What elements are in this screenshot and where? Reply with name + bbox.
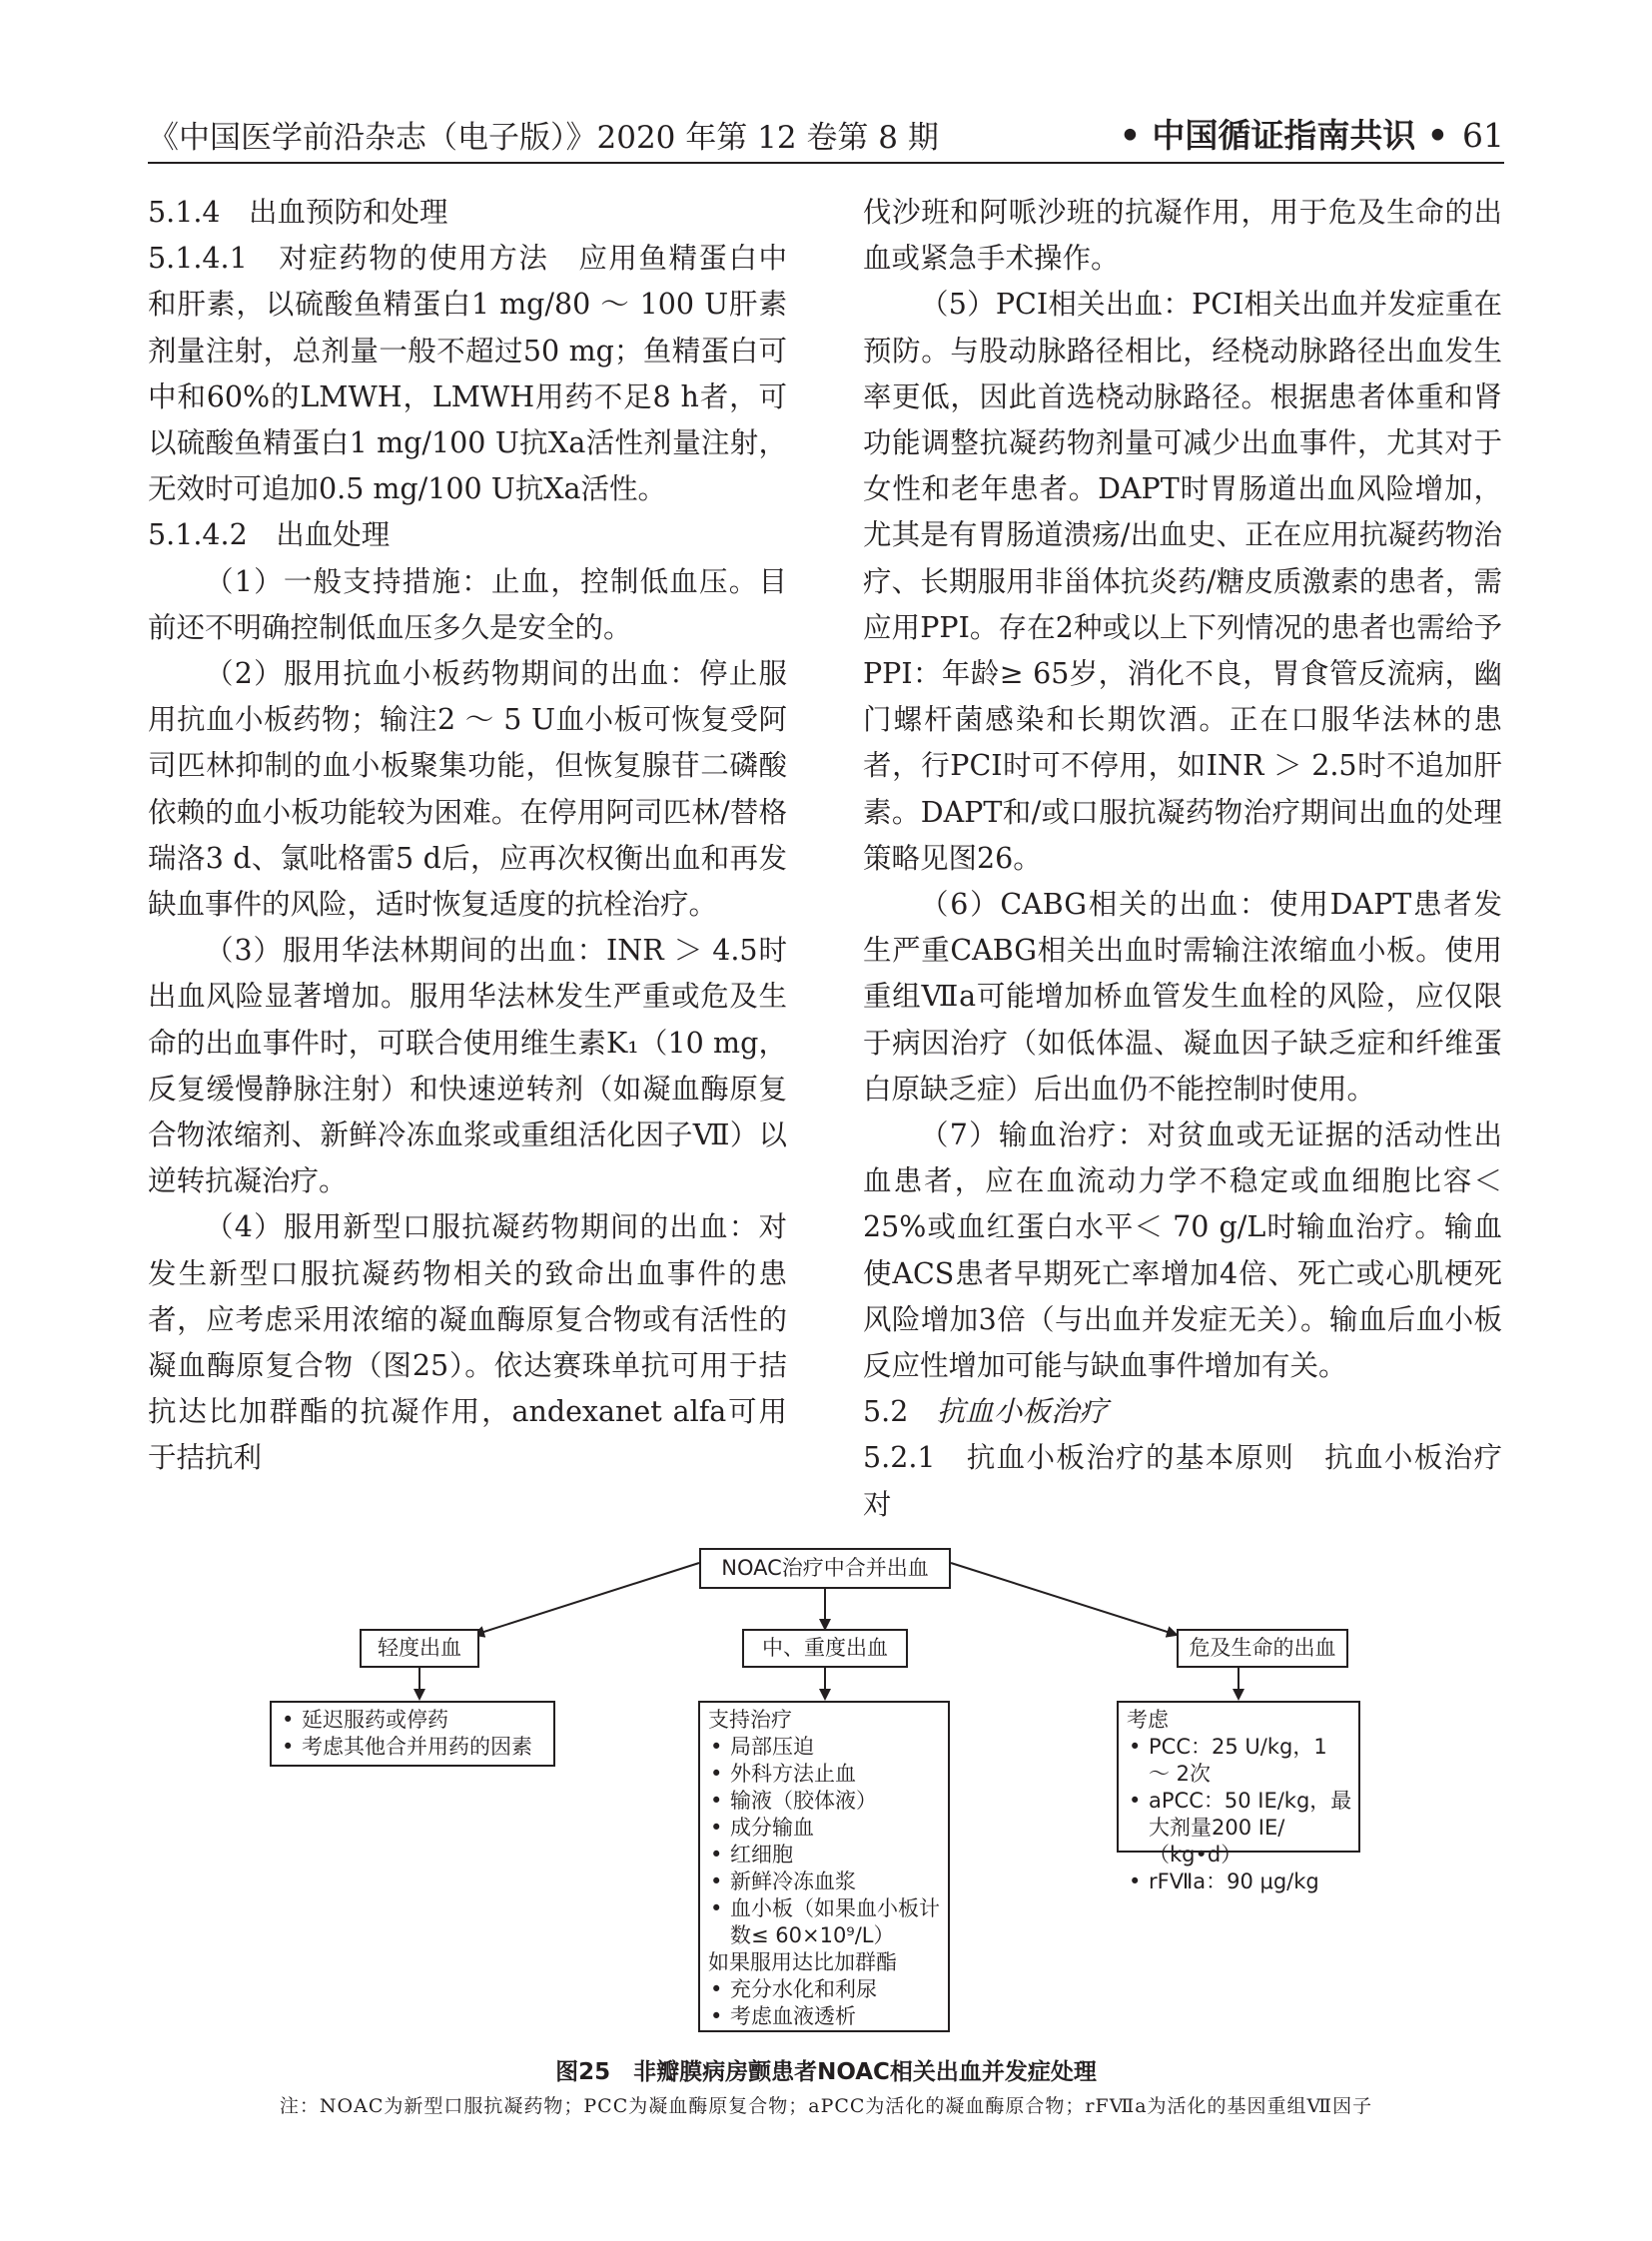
right-column xyxy=(863,190,1502,1528)
paragraph-general-support: （1）一般支持措施：止血，控制低血压。目前还不明确控制低血压多久是安全的。 xyxy=(148,564,787,644)
arrow-root-to-mild xyxy=(474,1563,699,1635)
moderate-action-item: • 输液（胶体液） xyxy=(704,1788,944,1815)
flow-box-moderate-actions xyxy=(698,1701,950,2032)
section-title: • 中国循证指南共识 • xyxy=(1119,116,1448,155)
header-rule xyxy=(148,162,1504,164)
paragraph-transfusion: （7）输血治疗：对贫血或无证据的活动性出血患者，应在血流动力学不稳定或血细胞比容＜ 25%或血红蛋白水平＜ 70 g/L时输血治疗。输血使ACS患者早期死亡率增加4倍、死亡或心肌梗死风险增加3倍（与出血并发症无关）。输血后血小板反应性增加可能与缺血事件增加有关。 xyxy=(863,1119,1502,1383)
heading-5-1-4: 5.1.4 出血预防和处理 xyxy=(148,196,448,229)
paragraph-5-1-4-1: 5.1.4.1 对症药物的使用方法 应用鱼精蛋白中和肝素，以硫酸鱼精蛋白1 mg/80 ～ 100 U肝素剂量注射，总剂量一般不超过50 mg；鱼精蛋白可中和60%的LMWH，LMWH用药不足8 h者，可以硫酸鱼精蛋白1 mg/100 U抗Ⅹa活性剂量注射，无效时可追加0.5 mg/100 U抗Ⅹa活性。 xyxy=(148,242,787,506)
moderate-action-item: • 局部压迫 xyxy=(704,1734,944,1761)
flow-node-moderate-label: 中、重度出血 xyxy=(762,1636,888,1660)
flow-node-life-label: 危及生命的出血 xyxy=(1189,1636,1336,1660)
moderate-action-item: • 外科方法止血 xyxy=(704,1761,944,1788)
moderate-action-item: • 新鲜冷冻血浆 xyxy=(704,1868,944,1895)
moderate-support-title: 支持治疗 xyxy=(708,1708,792,1732)
paragraph-5-2-1: 5.2.1 抗血小板治疗的基本原则 抗血小板治疗对 xyxy=(863,1441,1502,1521)
life-action-item: • rFⅦa：90 μg/kg xyxy=(1123,1868,1354,1895)
moderate-action-item: • 血小板（如果血小板计数≤ 60×10⁹/L） xyxy=(704,1895,944,1949)
flow-node-root-label: NOAC治疗中合并出血 xyxy=(721,1556,929,1580)
mild-action-item: • 延迟服药或停药 xyxy=(276,1707,549,1734)
figure-caption: 图25 非瓣膜病房颤患者NOAC相关出血并发症处理 xyxy=(555,2059,1097,2085)
moderate-action-item: • 充分水化和利尿 xyxy=(704,1976,944,2003)
left-column xyxy=(148,190,787,1482)
flow-node-mild xyxy=(360,1629,479,1668)
flow-node-moderate xyxy=(742,1629,908,1668)
flow-box-life-actions xyxy=(1117,1701,1360,1893)
life-action-item: • PCC：25 U/kg，1 ～ 2次 xyxy=(1123,1734,1354,1788)
life-action-item: • aPCC：50 IE/kg，最大剂量200 IE/（kg•d） xyxy=(1123,1788,1354,1868)
heading-5-2 xyxy=(863,1389,1502,1435)
moderate-dabigatran-subtitle: 如果服用达比加群酯 xyxy=(708,1950,897,1974)
paragraph-cabg-bleeding: （6）CABG相关的出血：使用DAPT患者发生严重CABG相关出血时需输注浓缩血小板。使用重组Ⅶa可能增加桥血管发生血栓的风险，应仅限于病因治疗（如低体温、凝血因子缺乏症和纤维蛋白原缺乏症）后出血仍不能控制时使用。 xyxy=(863,888,1502,1106)
moderate-action-item: • 红细胞 xyxy=(704,1842,944,1868)
mild-action-item: • 考虑其他合并用药的因素 xyxy=(276,1734,549,1761)
moderate-action-item: • 成分输血 xyxy=(704,1815,944,1842)
paragraph-noac-bleeding-cont: 伐沙班和阿哌沙班的抗凝作用，用于危及生命的出血或紧急手术操作。 xyxy=(863,196,1502,276)
paragraph-noac-bleeding: （4）服用新型口服抗凝药物期间的出血：对发生新型口服抗凝药物相关的致命出血事件的患者，应考虑采用浓缩的凝血酶原复合物或有活性的凝血酶原复合物（图25）。依达赛珠单抗可用于拮抗达比加群酯的抗凝作用，andexanet alfa可用于拮抗利 xyxy=(148,1210,787,1475)
flow-node-mild-label: 轻度出血 xyxy=(378,1636,461,1660)
flow-box-mild-actions xyxy=(270,1701,555,1767)
section-header xyxy=(1120,110,1504,157)
paragraph-warfarin-bleeding: （3）服用华法林期间的出血：INR ＞ 4.5时出血风险显著增加。服用华法林发生严重或危及生命的出血事件时，可联合使用维生素K₁（10 mg，反复缓慢静脉注射）和快速逆转剂（如凝血酶原复合物浓缩剂、新鲜冷冻血浆或重组活化因子Ⅶ）以逆转抗凝治疗。 xyxy=(148,934,787,1198)
flow-node-life xyxy=(1177,1629,1348,1668)
heading-5-2-title: 抗血小板治疗 xyxy=(936,1395,1108,1429)
arrow-root-to-life xyxy=(951,1563,1177,1635)
life-consider-title: 考虑 xyxy=(1127,1708,1169,1732)
journal-header: 《中国医学前沿杂志（电子版）》2020 年第 12 卷第 8 期 xyxy=(148,120,939,156)
page-number: 61 xyxy=(1462,116,1504,155)
heading-5-1-4-2: 5.1.4.2 出血处理 xyxy=(148,518,391,552)
moderate-action-item: • 考虑血液透析 xyxy=(704,2003,944,2030)
heading-5-2-number: 5.2 xyxy=(863,1395,937,1429)
figure-note: 注：NOAC为新型口服抗凝药物；PCC为凝血酶原复合物；aPCC为活化的凝血酶原合物；rFⅦa为活化的基因重组Ⅶ因子 xyxy=(279,2095,1373,2117)
paragraph-pci-bleeding: （5）PCI相关出血：PCI相关出血并发症重在预防。与股动脉路径相比，经桡动脉路径出血发生率更低，因此首选桡动脉路径。根据患者体重和肾功能调整抗凝药物剂量可减少出血事件，尤其对于女性和老年患者。DAPT时胃肠道出血风险增加，尤其是有胃肠道溃疡/出血史、正在应用抗凝药物治疗、长期服用非甾体抗炎药/糖皮质激素的患者，需应用PPI。存在2种或以上下列情况的患者也需给予PPI：年龄≥ 65岁，消化不良，胃食管反流病，幽门螺杆菌感染和长期饮酒。正在口服华法林的患者，行PCI时可不停用，如INR ＞ 2.5时不追加肝素。DAPT和/或口服抗凝药物治疗期间出血的处理策略见图26。 xyxy=(863,288,1502,875)
flow-node-root xyxy=(699,1548,951,1589)
paragraph-antiplatelet-bleeding: （2）服用抗血小板药物期间的出血：停止服用抗血小板药物；输注2 ～ 5 U血小板可恢复受阿司匹林抑制的血小板聚集功能，但恢复腺苷二磷酸依赖的血小板功能较为困难。在停用阿司匹林/替格瑞洛3 d、氯吡格雷5 d后，应再次权衡出血和再发缺血事件的风险，适时恢复适度的抗栓治疗。 xyxy=(148,657,787,922)
